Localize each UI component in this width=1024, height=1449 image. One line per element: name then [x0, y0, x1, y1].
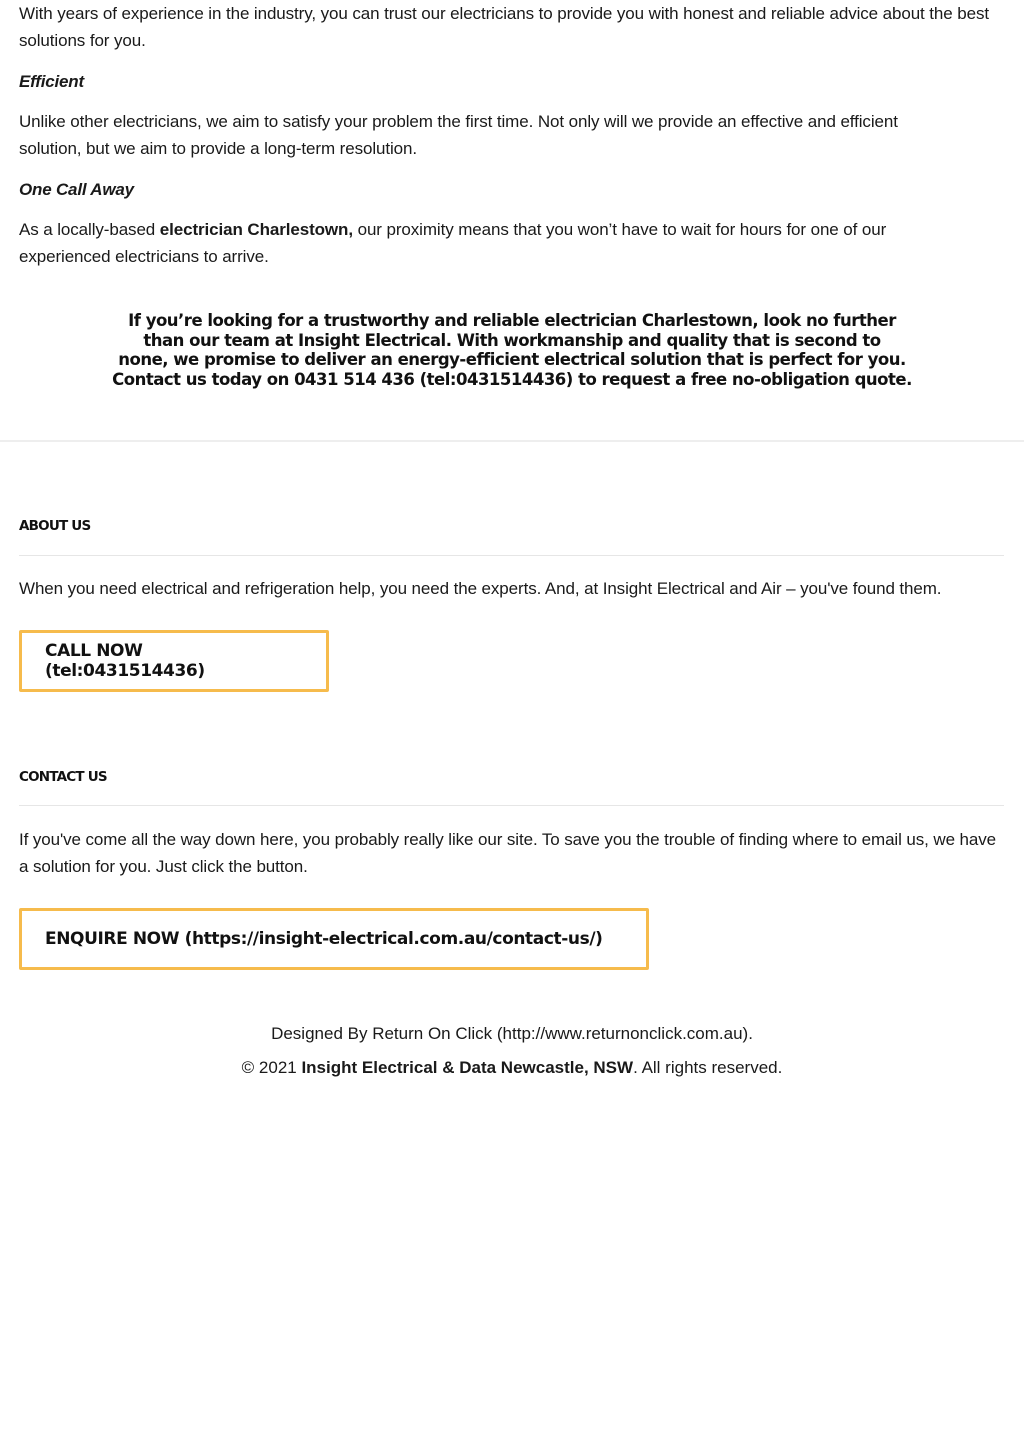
company-name: Insight Electrical & Data Newcastle, NSW	[301, 1058, 634, 1077]
one-call-text-before: As a locally-based	[19, 220, 160, 239]
copyright-line	[0, 1051, 1024, 1085]
copyright-suffix: . All rights reserved.	[633, 1058, 783, 1077]
one-call-heading: One Call Away	[19, 180, 134, 199]
cta-line-2: than our team at Insight Electrical. With workmanship and quality that is second to	[143, 330, 881, 350]
one-call-text-bold: electrician Charlestown,	[159, 220, 353, 239]
contact-title: CONTACT US	[19, 769, 107, 785]
contact-rule	[19, 805, 1004, 806]
cta-block	[0, 311, 1024, 389]
enquire-now-button[interactable]	[19, 908, 649, 970]
about-text: When you need electrical and refrigeration help, you need the experts. And, at Insight Electrical and Air – you've found them.	[19, 579, 942, 598]
footer	[0, 1017, 1024, 1085]
intro-paragraph: With years of experience in the industry, you can trust our electricians to provide you with honest and reliable advice about the best solutions for you.	[19, 4, 989, 50]
cta-line-4: Contact us today on 0431 514 436 (tel:0431514436) to request a free no-obligation quote.	[112, 369, 912, 389]
one-call-text-after: our proximity means that you won’t have to wait for hours for one of our experienced electricians to arrive.	[19, 220, 887, 266]
contact-text: If you've come all the way down here, you probably really like our site. To save you the trouble of finding where to email us, we have a solution for you. Just click the button.	[19, 830, 997, 876]
call-now-button[interactable]	[19, 630, 329, 692]
about-title: ABOUT US	[19, 518, 91, 534]
efficient-heading: Efficient	[19, 72, 84, 91]
one-call-text	[19, 216, 944, 270]
copyright-prefix: © 2021	[241, 1058, 302, 1077]
enquire-now-button-label: ENQUIRE NOW (https://insight-electrical.com.au/contact-us/)	[45, 929, 603, 949]
designed-by-text: Designed By Return On Click (http://www.returnonclick.com.au).	[271, 1024, 753, 1043]
call-now-button-label: CALL NOW (tel:0431514436)	[45, 641, 205, 681]
section-divider	[0, 440, 1024, 442]
about-rule	[19, 555, 1004, 556]
cta-line-1: If you’re looking for a trustworthy and reliable electrician Charlestown, look no further	[128, 311, 896, 330]
efficient-text: Unlike other electricians, we aim to satisfy your problem the first time. Not only will we provide an effective and efficient solution, but we aim to provide a long-term resolution.	[19, 112, 898, 158]
cta-line-3: none, we promise to deliver an energy-efficient electrical solution that is perfect for you.	[118, 350, 906, 369]
